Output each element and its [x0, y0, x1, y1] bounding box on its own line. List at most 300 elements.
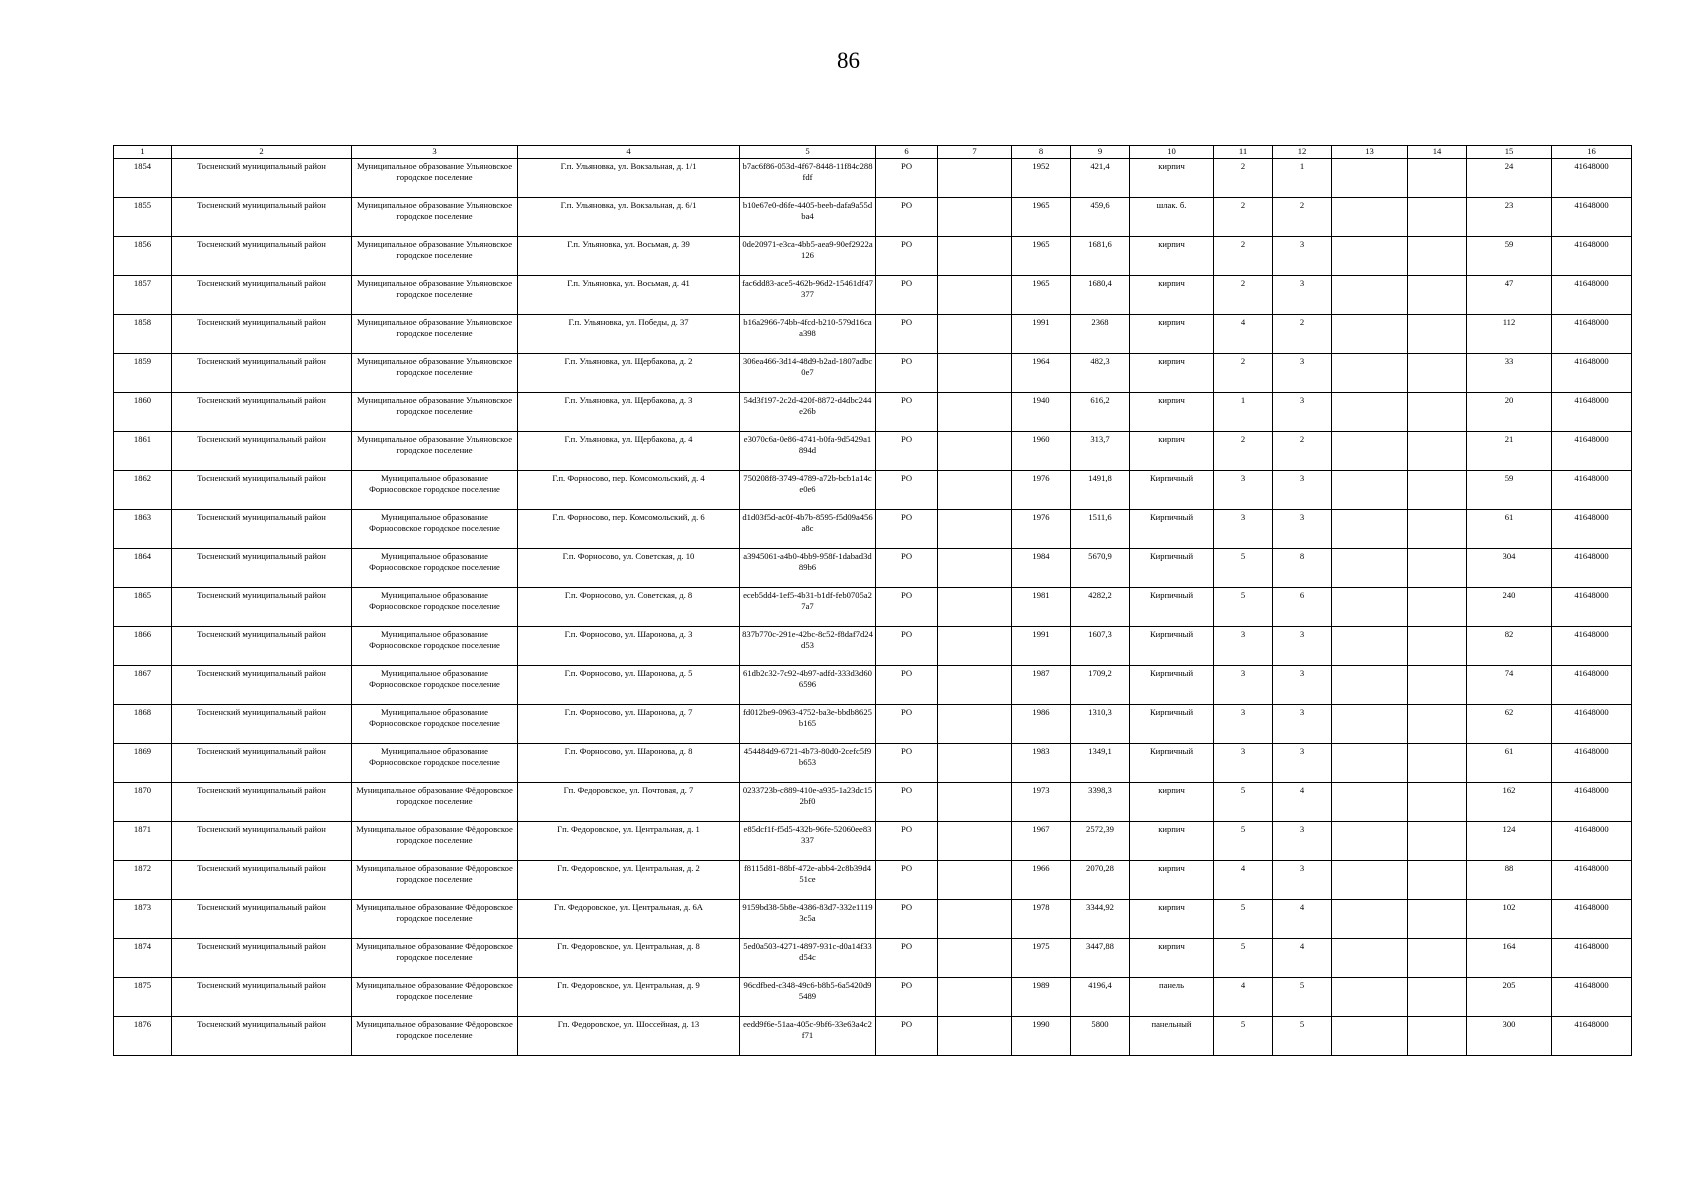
- table-cell: 1989: [1012, 978, 1071, 1017]
- table-cell: [1408, 978, 1467, 1017]
- table-cell: 3: [1273, 276, 1332, 315]
- table-cell: 3: [1273, 471, 1332, 510]
- table-cell: [938, 315, 1012, 354]
- table-cell: 61db2c32-7c92-4b97-adfd-333d3d606596: [740, 666, 876, 705]
- table-cell: 2: [1214, 276, 1273, 315]
- table-cell: 20: [1467, 393, 1552, 432]
- table-cell: Тосненский муниципальный район: [172, 939, 352, 978]
- table-cell: 3: [1214, 666, 1273, 705]
- table-cell: [1332, 471, 1408, 510]
- table-cell: Тосненский муниципальный район: [172, 861, 352, 900]
- table-cell: 1965: [1012, 237, 1071, 276]
- table-cell: 616,2: [1071, 393, 1130, 432]
- table-cell: 1967: [1012, 822, 1071, 861]
- table-cell: 0de20971-e3ca-4bb5-aea9-90ef2922a126: [740, 237, 876, 276]
- table-cell: 5: [1214, 900, 1273, 939]
- table-row: [114, 939, 1632, 978]
- table-cell: [1332, 705, 1408, 744]
- table-cell: Муниципальное образование Фёдоровское городское поселение: [352, 822, 518, 861]
- table-cell: 1966: [1012, 861, 1071, 900]
- table-cell: [938, 393, 1012, 432]
- column-header: 1: [114, 146, 172, 159]
- table-cell: Гп. Федоровское, ул. Центральная, д. 9: [518, 978, 740, 1017]
- table-cell: [938, 510, 1012, 549]
- table-cell: Тосненский муниципальный район: [172, 354, 352, 393]
- table-cell: 5: [1214, 549, 1273, 588]
- table-cell: 1871: [114, 822, 172, 861]
- table-cell: Г.п. Ульяновка, ул. Щербакова, д. 4: [518, 432, 740, 471]
- table-cell: 3447,88: [1071, 939, 1130, 978]
- table-cell: Г.п. Ульяновка, ул. Вокзальная, д. 1/1: [518, 159, 740, 198]
- table-cell: Муниципальное образование Форносовское городское поселение: [352, 627, 518, 666]
- table-cell: Г.п. Форносово, пер. Комсомольский, д. 6: [518, 510, 740, 549]
- table-cell: [938, 159, 1012, 198]
- table-cell: Тосненский муниципальный район: [172, 237, 352, 276]
- table-cell: 1991: [1012, 315, 1071, 354]
- table-cell: РО: [876, 666, 938, 705]
- table-cell: 1861: [114, 432, 172, 471]
- table-cell: 41648000: [1552, 1017, 1632, 1056]
- table-cell: Муниципальное образование Фёдоровское городское поселение: [352, 900, 518, 939]
- table-cell: 21: [1467, 432, 1552, 471]
- table-cell: 41648000: [1552, 861, 1632, 900]
- table-cell: Кирпичный: [1130, 588, 1214, 627]
- table-cell: 1960: [1012, 432, 1071, 471]
- table-cell: e3070c6a-0e86-4741-b0fa-9d5429a1894d: [740, 432, 876, 471]
- table-cell: РО: [876, 705, 938, 744]
- table-row: [114, 783, 1632, 822]
- column-header: 6: [876, 146, 938, 159]
- table-row: [114, 198, 1632, 237]
- table-cell: [1408, 861, 1467, 900]
- table-cell: Кирпичный: [1130, 666, 1214, 705]
- table-cell: 1875: [114, 978, 172, 1017]
- table-cell: Муниципальное образование Ульяновское городское поселение: [352, 354, 518, 393]
- table-cell: 0233723b-c889-410e-a935-1a23dc152bf0: [740, 783, 876, 822]
- column-header: 12: [1273, 146, 1332, 159]
- table-cell: [1408, 354, 1467, 393]
- column-header: 13: [1332, 146, 1408, 159]
- table-cell: 2: [1214, 237, 1273, 276]
- table-cell: 54d3f197-2c2d-420f-8872-d4dbc244e26b: [740, 393, 876, 432]
- table-cell: b16a2966-74bb-4fcd-b210-579d16caa398: [740, 315, 876, 354]
- table-cell: РО: [876, 354, 938, 393]
- table-cell: 1709,2: [1071, 666, 1130, 705]
- table-cell: Тосненский муниципальный район: [172, 510, 352, 549]
- table-cell: [938, 354, 1012, 393]
- table-cell: [1332, 354, 1408, 393]
- table-cell: 1491,8: [1071, 471, 1130, 510]
- table-body: [114, 159, 1632, 1056]
- table-cell: 3: [1214, 744, 1273, 783]
- table-row: [114, 627, 1632, 666]
- table-cell: 41648000: [1552, 315, 1632, 354]
- table-row: [114, 471, 1632, 510]
- table-row: [114, 315, 1632, 354]
- table-cell: 1990: [1012, 1017, 1071, 1056]
- table-cell: [938, 549, 1012, 588]
- table-cell: 96cdfbed-c348-49c6-b8b5-6a5420d95489: [740, 978, 876, 1017]
- table-cell: [1332, 276, 1408, 315]
- table-cell: 8: [1273, 549, 1332, 588]
- table-cell: 41648000: [1552, 588, 1632, 627]
- table-cell: [1332, 978, 1408, 1017]
- table-cell: кирпич: [1130, 354, 1214, 393]
- table-cell: 1867: [114, 666, 172, 705]
- table-cell: 837b770c-291e-42bc-8c52-f8daf7d24d53: [740, 627, 876, 666]
- column-header: 3: [352, 146, 518, 159]
- column-header: 10: [1130, 146, 1214, 159]
- table-cell: 41648000: [1552, 666, 1632, 705]
- table-cell: Муниципальное образование Фёдоровское городское поселение: [352, 939, 518, 978]
- table-cell: Г.п. Ульяновка, ул. Восьмая, д. 39: [518, 237, 740, 276]
- table-cell: 4: [1214, 978, 1273, 1017]
- table-cell: Тосненский муниципальный район: [172, 588, 352, 627]
- table-cell: [1332, 1017, 1408, 1056]
- table-cell: 1863: [114, 510, 172, 549]
- table-cell: 240: [1467, 588, 1552, 627]
- table-cell: d1d03f5d-ac0f-4b7b-8595-f5d09a456a8c: [740, 510, 876, 549]
- table-cell: 1868: [114, 705, 172, 744]
- column-header: 2: [172, 146, 352, 159]
- table-cell: Кирпичный: [1130, 627, 1214, 666]
- table-cell: 1987: [1012, 666, 1071, 705]
- table-cell: 3: [1273, 627, 1332, 666]
- table-cell: Муниципальное образование Фёдоровское городское поселение: [352, 978, 518, 1017]
- table-cell: 74: [1467, 666, 1552, 705]
- column-header: 14: [1408, 146, 1467, 159]
- table-cell: b10e67e0-d6fe-4405-beeb-dafa9a55dba4: [740, 198, 876, 237]
- table-row: [114, 705, 1632, 744]
- table-cell: a3945061-a4b0-4bb9-958f-1dabad3d89b6: [740, 549, 876, 588]
- table-cell: [1332, 861, 1408, 900]
- table-cell: 62: [1467, 705, 1552, 744]
- table-cell: [1408, 939, 1467, 978]
- table-row: [114, 393, 1632, 432]
- table-cell: [1332, 432, 1408, 471]
- table-cell: Муниципальное образование Ульяновское городское поселение: [352, 198, 518, 237]
- table-cell: 2: [1273, 315, 1332, 354]
- table-cell: Муниципальное образование Ульяновское городское поселение: [352, 159, 518, 198]
- table-cell: [1332, 939, 1408, 978]
- table-cell: Тосненский муниципальный район: [172, 900, 352, 939]
- table-cell: [1408, 198, 1467, 237]
- table-cell: кирпич: [1130, 315, 1214, 354]
- table-cell: [938, 198, 1012, 237]
- table-cell: 59: [1467, 471, 1552, 510]
- table-cell: 4: [1273, 939, 1332, 978]
- table-cell: [938, 861, 1012, 900]
- table-cell: Г.п. Форносово, ул. Шаронова, д. 3: [518, 627, 740, 666]
- table-cell: 24: [1467, 159, 1552, 198]
- table-cell: 1859: [114, 354, 172, 393]
- table-cell: панельный: [1130, 1017, 1214, 1056]
- table-cell: 2368: [1071, 315, 1130, 354]
- table-cell: 1952: [1012, 159, 1071, 198]
- table-cell: кирпич: [1130, 432, 1214, 471]
- table-cell: [1332, 315, 1408, 354]
- table-cell: РО: [876, 237, 938, 276]
- table-cell: [1332, 198, 1408, 237]
- table-cell: Г.п. Ульяновка, ул. Победы, д. 37: [518, 315, 740, 354]
- table-cell: 2: [1214, 159, 1273, 198]
- table-cell: 1865: [114, 588, 172, 627]
- table-cell: кирпич: [1130, 861, 1214, 900]
- table-cell: 1940: [1012, 393, 1071, 432]
- table-cell: кирпич: [1130, 822, 1214, 861]
- table-cell: Кирпичный: [1130, 549, 1214, 588]
- table-row: [114, 354, 1632, 393]
- table-cell: 3: [1273, 744, 1332, 783]
- table-cell: РО: [876, 510, 938, 549]
- table-cell: Муниципальное образование Форносовское городское поселение: [352, 744, 518, 783]
- column-header: 16: [1552, 146, 1632, 159]
- table-cell: 5: [1273, 978, 1332, 1017]
- table-cell: [1408, 627, 1467, 666]
- table-cell: Тосненский муниципальный район: [172, 276, 352, 315]
- table-cell: [938, 432, 1012, 471]
- table-cell: [1408, 744, 1467, 783]
- table-cell: 41648000: [1552, 276, 1632, 315]
- table-cell: [938, 1017, 1012, 1056]
- table-cell: 1874: [114, 939, 172, 978]
- table-cell: [1408, 471, 1467, 510]
- table-cell: [938, 900, 1012, 939]
- table-cell: 41648000: [1552, 471, 1632, 510]
- table-cell: 1976: [1012, 510, 1071, 549]
- table-cell: Муниципальное образование Ульяновское городское поселение: [352, 276, 518, 315]
- table-cell: 4: [1273, 783, 1332, 822]
- table-cell: 3: [1214, 510, 1273, 549]
- table-cell: 1872: [114, 861, 172, 900]
- table-cell: [938, 471, 1012, 510]
- table-cell: 2: [1273, 432, 1332, 471]
- table-cell: РО: [876, 159, 938, 198]
- table-cell: 4: [1273, 900, 1332, 939]
- table-cell: 1870: [114, 783, 172, 822]
- table-cell: РО: [876, 900, 938, 939]
- table-cell: Тосненский муниципальный район: [172, 978, 352, 1017]
- table-cell: 1991: [1012, 627, 1071, 666]
- table-cell: Муниципальное образование Форносовское городское поселение: [352, 549, 518, 588]
- table-cell: [938, 822, 1012, 861]
- table-cell: Г.п. Ульяновка, ул. Щербакова, д. 2: [518, 354, 740, 393]
- table-cell: кирпич: [1130, 783, 1214, 822]
- table-cell: Муниципальное образование Форносовское городское поселение: [352, 705, 518, 744]
- table-cell: РО: [876, 939, 938, 978]
- table-cell: РО: [876, 588, 938, 627]
- table-cell: 750208f8-3749-4789-a72b-bcb1a14ce0e6: [740, 471, 876, 510]
- table-cell: 304: [1467, 549, 1552, 588]
- table-cell: РО: [876, 744, 938, 783]
- table-cell: 41648000: [1552, 744, 1632, 783]
- table-cell: 5: [1214, 939, 1273, 978]
- table-cell: fd012be9-0963-4752-ba3e-bbdb8625b165: [740, 705, 876, 744]
- table-cell: Гп. Федоровское, ул. Центральная, д. 2: [518, 861, 740, 900]
- table-cell: РО: [876, 432, 938, 471]
- table-cell: РО: [876, 549, 938, 588]
- table-cell: 5: [1214, 822, 1273, 861]
- table-cell: 61: [1467, 510, 1552, 549]
- table-cell: [1332, 744, 1408, 783]
- table-cell: 1607,3: [1071, 627, 1130, 666]
- table-cell: 1964: [1012, 354, 1071, 393]
- table-cell: [1408, 393, 1467, 432]
- column-header: 4: [518, 146, 740, 159]
- table-cell: 6: [1273, 588, 1332, 627]
- table-cell: 5ed0a503-4271-4897-931c-d0a14f33d54c: [740, 939, 876, 978]
- column-header: 5: [740, 146, 876, 159]
- table-row: [114, 510, 1632, 549]
- table-cell: Тосненский муниципальный район: [172, 627, 352, 666]
- table-cell: Кирпичный: [1130, 705, 1214, 744]
- table-cell: 4196,4: [1071, 978, 1130, 1017]
- table-cell: РО: [876, 978, 938, 1017]
- table-cell: 306ea466-3d14-48d9-b2ad-1807adbc0e7: [740, 354, 876, 393]
- table-cell: 41648000: [1552, 705, 1632, 744]
- table-row: [114, 978, 1632, 1017]
- table-cell: Г.п. Форносово, ул. Шаронова, д. 5: [518, 666, 740, 705]
- table-cell: Тосненский муниципальный район: [172, 159, 352, 198]
- column-header: 7: [938, 146, 1012, 159]
- table-cell: 41648000: [1552, 198, 1632, 237]
- table-cell: 1: [1214, 393, 1273, 432]
- table-cell: 3398,3: [1071, 783, 1130, 822]
- table-cell: кирпич: [1130, 393, 1214, 432]
- table-cell: [1408, 432, 1467, 471]
- table-cell: 41648000: [1552, 978, 1632, 1017]
- table-cell: 124: [1467, 822, 1552, 861]
- table-cell: [1332, 822, 1408, 861]
- table-cell: РО: [876, 861, 938, 900]
- table-cell: РО: [876, 1017, 938, 1056]
- table-cell: Муниципальное образование Форносовское городское поселение: [352, 510, 518, 549]
- table-cell: 5670,9: [1071, 549, 1130, 588]
- table-row: [114, 666, 1632, 705]
- table-row: [114, 861, 1632, 900]
- table-cell: Г.п. Форносово, ул. Шаронова, д. 8: [518, 744, 740, 783]
- table-cell: 1310,3: [1071, 705, 1130, 744]
- table-cell: 1876: [114, 1017, 172, 1056]
- table-cell: 1860: [114, 393, 172, 432]
- table-cell: 41648000: [1552, 822, 1632, 861]
- table-cell: [1408, 705, 1467, 744]
- table-cell: РО: [876, 393, 938, 432]
- table-cell: 2: [1273, 198, 1332, 237]
- table-cell: [1408, 588, 1467, 627]
- table-cell: Г.п. Форносово, ул. Советская, д. 8: [518, 588, 740, 627]
- table-cell: eedd9f6e-51aa-405c-9bf6-33e63a4c2f71: [740, 1017, 876, 1056]
- table-cell: 162: [1467, 783, 1552, 822]
- table-cell: 1855: [114, 198, 172, 237]
- table-cell: 33: [1467, 354, 1552, 393]
- table-row: [114, 822, 1632, 861]
- table-cell: 4282,2: [1071, 588, 1130, 627]
- table-cell: [1408, 237, 1467, 276]
- table-cell: Г.п. Ульяновка, ул. Щербакова, д. 3: [518, 393, 740, 432]
- table-header: [114, 146, 1632, 159]
- table-cell: Муниципальное образование Фёдоровское городское поселение: [352, 783, 518, 822]
- table-cell: 1973: [1012, 783, 1071, 822]
- table-cell: 3: [1273, 354, 1332, 393]
- table-cell: 1866: [114, 627, 172, 666]
- table-cell: 3: [1273, 393, 1332, 432]
- table-cell: 1975: [1012, 939, 1071, 978]
- table-cell: Тосненский муниципальный район: [172, 393, 352, 432]
- table-row: [114, 432, 1632, 471]
- table-row: [114, 237, 1632, 276]
- table-cell: Муниципальное образование Ульяновское городское поселение: [352, 393, 518, 432]
- table-cell: b7ac6f86-053d-4f67-8448-11f84c288fdf: [740, 159, 876, 198]
- table-cell: 5: [1214, 783, 1273, 822]
- table-cell: 3: [1273, 861, 1332, 900]
- table-cell: 41648000: [1552, 237, 1632, 276]
- table-cell: Тосненский муниципальный район: [172, 315, 352, 354]
- table-cell: шлак. б.: [1130, 198, 1214, 237]
- table-cell: 1857: [114, 276, 172, 315]
- table-cell: [1332, 549, 1408, 588]
- table-cell: 1680,4: [1071, 276, 1130, 315]
- header-row: [114, 146, 1632, 159]
- table-cell: РО: [876, 627, 938, 666]
- table-cell: [1408, 1017, 1467, 1056]
- table-cell: 1984: [1012, 549, 1071, 588]
- table-cell: 454484d9-6721-4b73-80d0-2cefc5f9b653: [740, 744, 876, 783]
- table-cell: [938, 978, 1012, 1017]
- table-cell: 3: [1273, 510, 1332, 549]
- table-cell: 3: [1273, 666, 1332, 705]
- table-cell: 164: [1467, 939, 1552, 978]
- table-cell: [1332, 627, 1408, 666]
- table-cell: 1858: [114, 315, 172, 354]
- table-cell: f8115d81-88bf-472e-abb4-2c8b39d451ce: [740, 861, 876, 900]
- table-cell: 1869: [114, 744, 172, 783]
- table-cell: 1873: [114, 900, 172, 939]
- table-cell: [938, 627, 1012, 666]
- table-cell: Тосненский муниципальный район: [172, 471, 352, 510]
- table-cell: 1511,6: [1071, 510, 1130, 549]
- table-cell: [1408, 159, 1467, 198]
- table-cell: Г.п. Форносово, ул. Шаронова, д. 7: [518, 705, 740, 744]
- table-cell: кирпич: [1130, 159, 1214, 198]
- table-cell: [1408, 510, 1467, 549]
- table-cell: Гп. Федоровское, ул. Центральная, д. 8: [518, 939, 740, 978]
- table-cell: 3: [1214, 627, 1273, 666]
- table-cell: [1332, 900, 1408, 939]
- table-cell: Тосненский муниципальный район: [172, 783, 352, 822]
- table-cell: 82: [1467, 627, 1552, 666]
- column-header: 8: [1012, 146, 1071, 159]
- table-cell: Кирпичный: [1130, 471, 1214, 510]
- table-cell: 4: [1214, 861, 1273, 900]
- table-cell: 1965: [1012, 276, 1071, 315]
- table-cell: 2: [1214, 432, 1273, 471]
- table-cell: Гп. Федоровское, ул. Шоссейная, д. 13: [518, 1017, 740, 1056]
- table-cell: 1976: [1012, 471, 1071, 510]
- table-row: [114, 276, 1632, 315]
- table-row: [114, 1017, 1632, 1056]
- table-cell: 5: [1273, 1017, 1332, 1056]
- table-cell: кирпич: [1130, 939, 1214, 978]
- table-cell: 300: [1467, 1017, 1552, 1056]
- table-cell: кирпич: [1130, 237, 1214, 276]
- column-header: 15: [1467, 146, 1552, 159]
- table-cell: Тосненский муниципальный район: [172, 549, 352, 588]
- table-cell: Г.п. Ульяновка, ул. Вокзальная, д. 6/1: [518, 198, 740, 237]
- table-cell: 421,4: [1071, 159, 1130, 198]
- table-cell: Муниципальное образование Форносовское городское поселение: [352, 588, 518, 627]
- table-cell: Гп. Федоровское, ул. Центральная, д. 6А: [518, 900, 740, 939]
